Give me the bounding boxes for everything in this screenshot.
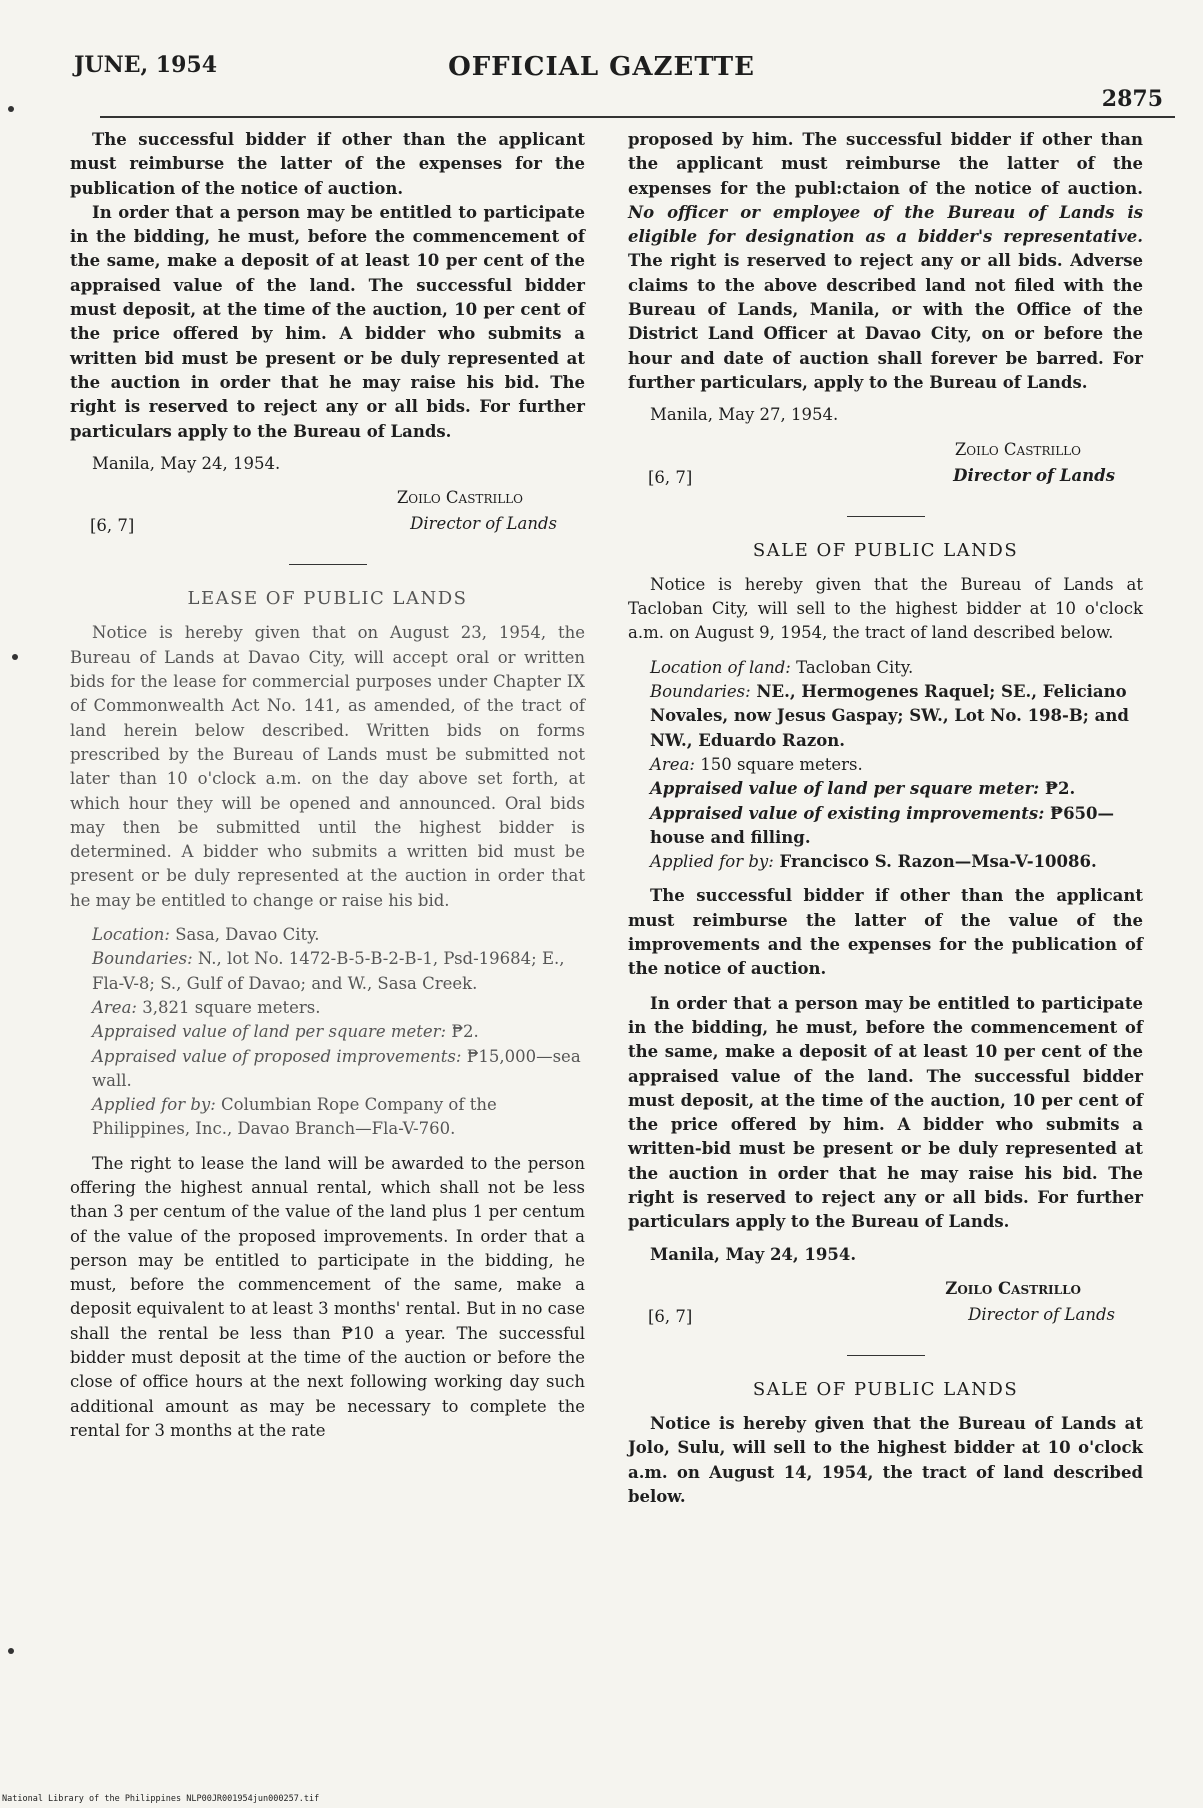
land-detail-boundaries: Boundaries: NE., Hermogenes Raquel; SE., Feliciano Novales, now Jesus Gaspay; SW., Lot No. 198-B; and NW., Eduardo Razon. (650, 682, 1129, 750)
dateline: Manila, May 24, 1954. (650, 1244, 857, 1264)
reference-number: [6, 7] (90, 516, 135, 536)
signatory-name: Zoilo Castrillo (954, 439, 1081, 459)
signature-block (628, 1277, 1143, 1335)
signatory-title: Director of Lands (410, 514, 557, 534)
signatory-title: Director of Lands (953, 465, 1115, 485)
signatory-name: Zoilo Castrillo (945, 1278, 1081, 1298)
reference-number: [6, 7] (648, 1306, 693, 1326)
scan-footer: National Library of the Philippines NLP00JR001954jun000257.tif (2, 1794, 320, 1804)
scan-speck (8, 1648, 14, 1654)
land-detail-boundaries: Boundaries: N., lot No. 1472-B-5-B-2-B-1, Psd-19684; E., Fla-V-8; S., Gulf of Davao; and W., Sasa Creek. (92, 949, 565, 993)
section-heading: SALE OF PUBLIC LANDS (752, 1378, 1019, 1400)
section-divider (289, 564, 367, 565)
land-detail-location: Location: Sasa, Davao City. (92, 925, 320, 945)
land-detail-appraised-improvements: Appraised value of existing improvements: ₱650—house and filling. (650, 803, 1115, 847)
land-detail-appraised-improvements: Appraised value of proposed improvements: ₱15,000—sea wall. (92, 1046, 581, 1090)
scan-speck (12, 654, 18, 660)
paragraph: proposed by him. The successful bidder if other than the applicant must reimburse the latter of the expenses for the publ:ctaion of the notice of auction. No officer or employee of the Bureau of Lands is eligible for designation as a bidder's representative. The right is reserved to reject any or all bids. Adverse claims to the above described land not filed with the Bureau of Lands, Manila, or with the Office of the District Land Officer at Davao City, on or before the hour and date of auction shall forever be barred. For further particulars, apply to the Bureau of Lands. (628, 130, 1143, 392)
signatory-title: Director of Lands (968, 1304, 1115, 1324)
dateline: Manila, May 27, 1954. (650, 405, 839, 425)
page-number: 2875 (1101, 86, 1163, 112)
land-detail-applicant: Applied for by: Columbian Rope Company of the Philippines, Inc., Davao Branch—Fla-V-760. (92, 1095, 497, 1139)
section-heading: LEASE OF PUBLIC LANDS (187, 588, 468, 610)
signature-block (70, 486, 585, 544)
right-column (628, 128, 1143, 1509)
land-detail-location: Location of land: Tacloban City. (650, 657, 914, 677)
scan-speck (8, 106, 14, 112)
land-detail-applicant: Applied for by: Francisco S. Razon—Msa-V-10086. (650, 852, 1097, 872)
paragraph: Notice is hereby given that the Bureau of Lands at Jolo, Sulu, will sell to the highest bidder at 10 o'clock a.m. on August 14, 1954, the tract of land described below. (628, 1414, 1143, 1507)
paragraph: In order that a person may be entitled to participate in the bidding, he must, before the commencement of the same, make a deposit of at least 10 per cent of the appraised value of the land. The successful bidder must deposit, at the time of the auction, 10 per cent of the price offered by him. A bidder who submits a written bid must be present or be duly represented at the auction in order that he may raise his bid. The right is reserved to reject any or all bids. For further particulars apply to the Bureau of Lands. (70, 202, 585, 441)
publication-title: OFFICIAL GAZETTE (448, 52, 755, 82)
paragraph: Notice is hereby given that the Bureau of Lands at Tacloban City, will sell to the highest bidder at 10 o'clock a.m. on August 9, 1954, the tract of land described below. (628, 574, 1143, 643)
section-heading: SALE OF PUBLIC LANDS (752, 539, 1019, 561)
paragraph: The successful bidder if other than the applicant must reimburse the latter of the expenses for the publication of the notice of auction. (70, 130, 585, 198)
paragraph: The successful bidder if other than the applicant must reimburse the latter of the value of the improvements and the expenses for the publication of the notice of auction. (628, 886, 1143, 979)
land-detail-appraised-land: Appraised value of land per square meter: ₱2. (92, 1022, 479, 1042)
reference-number: [6, 7] (648, 467, 693, 487)
paragraph: The right to lease the land will be awarded to the person offering the highest annual rental, which shall not be less than 3 per centum of the value of the land plus 1 per centum of the value of the proposed improvements. In order that a person may be entitled to participate in the bidding, he must, before the commencement of the same, make a deposit equivalent to at least 3 months' rental. But in no case shall the rental be less than ₱10 a year. The successful bidder must deposit at the time of the auction or before the close of office hours at the next following working day such additional amount as may be necessary to complete the rental for 3 months at the rate (70, 1153, 585, 1440)
header-rule (100, 116, 1175, 118)
section-divider (847, 1355, 925, 1356)
dateline: Manila, May 24, 1954. (92, 453, 281, 473)
left-column (70, 128, 585, 1443)
signatory-name: Zoilo Castrillo (396, 488, 523, 508)
paragraph: Notice is hereby given that on August 23, 1954, the Bureau of Lands at Davao City, will accept oral or written bids for the lease for commercial purposes under Chapter IX of Commonwealth Act No. 141, as amended, of the tract of land herein below described. Written bids on forms prescribed by the Bureau of Lands must be submitted not later than 10 o'clock a.m. on the day above set forth, at which hour they will be opened and announced. Oral bids may then be submitted until the highest bidder is determined. A bidder who submits a written bid must be present or be duly represented at the auction in order that he may be entitled to change or raise his bid. (70, 623, 585, 910)
section-divider (847, 516, 925, 517)
land-detail-appraised-land: Appraised value of land per square meter: ₱2. (650, 779, 1076, 799)
signature-block (628, 438, 1143, 496)
land-detail-area: Area: 3,821 square meters. (92, 997, 321, 1017)
land-detail-area: Area: 150 square meters. (650, 754, 863, 774)
issue-date: JUNE, 1954 (74, 52, 218, 78)
paragraph: In order that a person may be entitled to participate in the bidding, he must, before the commencement of the same, make a deposit of at least 10 per cent of the appraised value of the land. The successful bidder must deposit, at the time of the auction, 10 per cent of the price offered by him. A bidder who submits a written-bid must be present or be duly represented at the auction in order that he may raise his bid. The right is reserved to reject any or all bids. For further particulars apply to the Bureau of Lands. (628, 993, 1143, 1232)
